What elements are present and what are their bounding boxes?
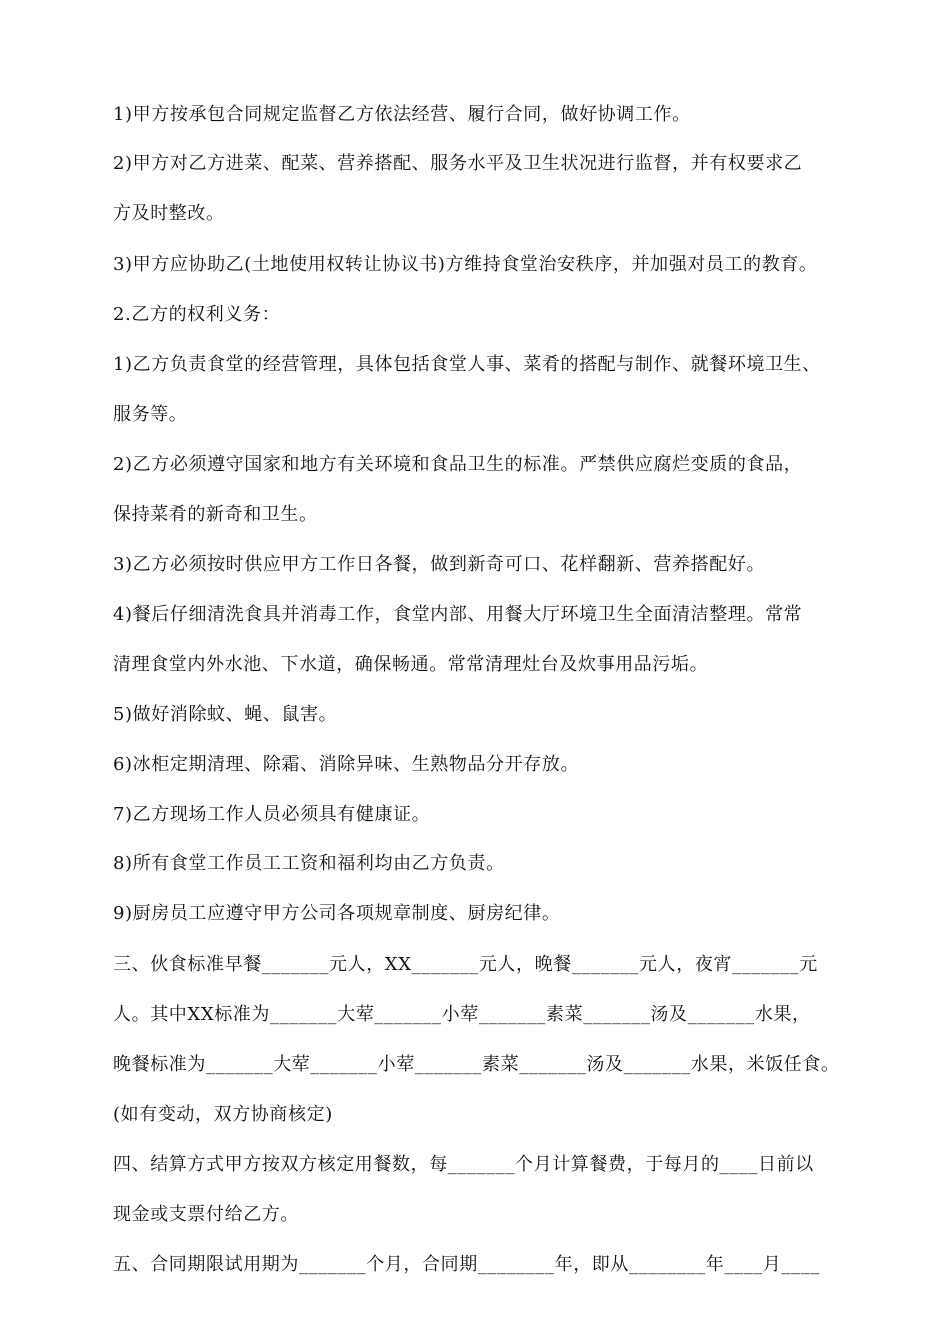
paragraph-line: 保持菜肴的新奇和卫生。 <box>113 504 318 525</box>
paragraph-line: 人。其中XX标准为_______大荤_______小荤_______素菜_______汤及_______水果， <box>113 1004 811 1025</box>
paragraph-line: 2)甲方对乙方进菜、配菜、营养搭配、服务水平及卫生状况进行监督，并有权要求乙 <box>113 153 803 174</box>
paragraph-line: 五、合同期限试用期为_______个月，合同期________年，即从________年____月____ <box>113 1254 820 1275</box>
section-heading: 2.乙方的权利义务： <box>113 304 281 325</box>
paragraph-line: 清理食堂内外水池、下水道，确保畅通。常常清理灶台及炊事用品污垢。 <box>113 654 709 675</box>
paragraph-line: 4)餐后仔细清洗食具并消毒工作，食堂内部、用餐大厅环境卫生全面清洁整理。常常 <box>113 604 803 625</box>
paragraph-line: 服务等。 <box>113 404 188 425</box>
paragraph-line: 6)冰柜定期清理、除霜、消除异味、生熟物品分开存放。 <box>113 754 580 775</box>
paragraph-line: 8)所有食堂工作员工工资和福利均由乙方负责。 <box>113 853 505 874</box>
paragraph-line: 三、伙食标准早餐_______元人，XX_______元人，晚餐_______元人，夜宵_______元 <box>113 954 818 975</box>
paragraph-line: 9)厨房员工应遵守甲方公司各项规章制度、厨房纪律。 <box>113 903 561 924</box>
paragraph-line: 方及时整改。 <box>113 203 225 224</box>
paragraph-line: 1)甲方按承包合同规定监督乙方依法经营、履行合同，做好协调工作。 <box>113 104 691 125</box>
paragraph-line: 现金或支票付给乙方。 <box>113 1204 299 1225</box>
paragraph-line: (如有变动，双方协商核定) <box>113 1104 333 1125</box>
paragraph-line: 5)做好消除蚊、蝇、鼠害。 <box>113 704 338 725</box>
paragraph-line: 7)乙方现场工作人员必须具有健康证。 <box>113 804 431 825</box>
paragraph-line: 3)甲方应协助乙(土地使用权转让协议书)方维持食堂治安秩序，并加强对员工的教育。 <box>113 254 818 275</box>
paragraph-line: 晚餐标准为_______大荤_______小荤_______素菜_______汤及_______水果，米饭任食。 <box>113 1054 840 1075</box>
paragraph-line: 3)乙方必须按时供应甲方工作日各餐，做到新奇可口、花样翻新、营养搭配好。 <box>113 554 766 575</box>
paragraph-line: 2)乙方必须遵守国家和地方有关环境和食品卫生的标准。严禁供应腐烂变质的食品， <box>113 454 803 475</box>
paragraph-line: 四、结算方式甲方按双方核定用餐数，每_______个月计算餐费，于每月的____日前以 <box>113 1154 814 1175</box>
paragraph-line: 1)乙方负责食堂的经营管理，具体包括食堂人事、菜肴的搭配与制作、就餐环境卫生、 <box>113 354 821 375</box>
